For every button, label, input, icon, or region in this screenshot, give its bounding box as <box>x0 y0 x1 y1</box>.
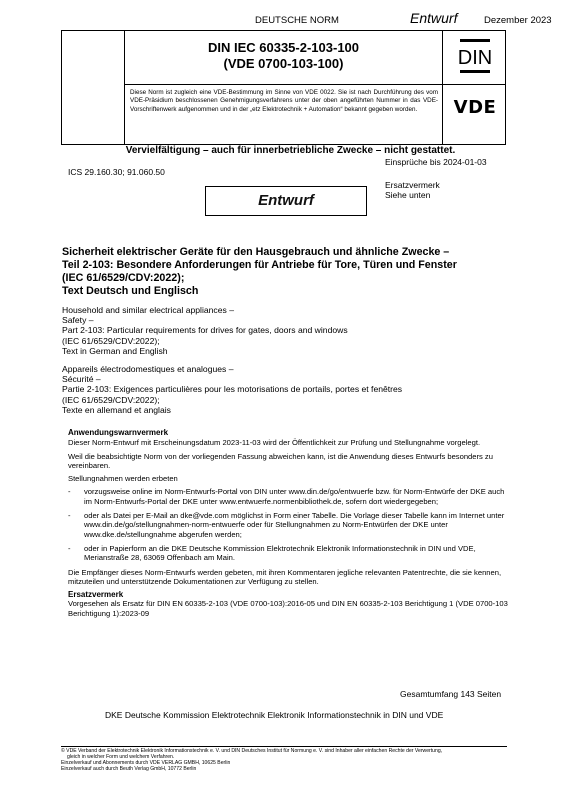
copyright-line: Einzelverkauf auch durch Beuth Verlag GmbH, 10772 Berlin <box>61 766 197 773</box>
reproduction-notice: Vervielfältigung – auch für innerbetriebliche Zwecke – nicht gestattet. <box>125 145 456 156</box>
title-german-line: (IEC 61/6529/CDV:2022); <box>62 272 185 284</box>
warning-paragraph: Die Empfänger dieses Norm-Entwurfs werden gebeten, mit ihren Kommentaren jegliche relevanten Patentrechte, die sie kennen, mitzuteilen und unterstützende Dokumentationen zur Verfügung zu stellen. <box>68 567 502 586</box>
application-warning <box>68 428 513 622</box>
vde-number: (VDE 0700-103-100) <box>223 56 344 71</box>
copyright-line: Einzelverkauf und Abonnements durch VDE VERLAG GMBH, 10625 Berlin <box>61 760 231 767</box>
ics-code: ICS 29.160.30; 91.060.50 <box>68 167 165 177</box>
ersatz-text: Vorgesehen als Ersatz für DIN EN 60335-2-103 (VDE 0700-103):2016-05 und DIN EN 60335-2-103 Berichtigung 1 (VDE 0700-103 Berichtigung 1):2023-09 <box>68 599 508 618</box>
objection-deadline: Einsprüche bis 2024-01-03 <box>385 157 487 167</box>
title-box-divider-right <box>442 31 443 144</box>
list-dash: - <box>68 487 71 497</box>
title-french-line: Texte en allemand et anglais <box>62 404 171 415</box>
warning-paragraph: Weil die beabsichtigte Norm von der vorliegenden Fassung abweichen kann, ist die Anwendung dieses Entwurfs besonders zu vereinbaren. <box>68 451 493 470</box>
footer-divider <box>61 746 507 747</box>
title-german-line: Text Deutsch und Englisch <box>62 285 199 297</box>
title-box-divider-horizontal <box>124 84 506 85</box>
title-english <box>62 305 517 356</box>
title-german-line: Teil 2-103: Besondere Anforderungen für Antriebe für Tore, Türen und Fenster <box>62 259 457 271</box>
title-english-line: Part 2-103: Particular requirements for drives for gates, doors and windows <box>62 325 348 336</box>
draft-stamp: Entwurf <box>205 186 367 216</box>
copyright-line: © VDE Verband der Elektrotechnik Elektronik Informationstechnik e. V. und DIN Deutsches Institut für Normung e. V. sind Inhaber aller einfachen Rechte der Verwertung, <box>61 748 443 754</box>
list-item <box>68 511 513 539</box>
warning-heading: Anwendungswarnvermerk <box>68 428 169 437</box>
ersatzvermerk-label: Ersatzvermerk <box>385 180 440 190</box>
list-item-text: vorzugsweise online im Norm-Entwurfs-Portal von DIN unter www.din.de/go/entwuerfe bzw. für Norm-Entwürfe der DKE auch im Norm-Entwurfs-Portal der DKE unter www.entwuerfe.normenbibliothek.de, sofern dort wiedergegeben; <box>84 487 505 506</box>
title-english-line: (IEC 61/6529/CDV:2022); <box>62 335 160 346</box>
title-english-line: Text in German and English <box>62 345 168 356</box>
list-dash: - <box>68 543 71 553</box>
header-date: Dezember 2023 <box>484 15 552 26</box>
header-entwurf-label: Entwurf <box>410 10 458 26</box>
title-german-line: Sicherheit elektrischer Geräte für den Hausgebrauch und ähnliche Zwecke – <box>62 246 450 258</box>
title-french <box>62 364 517 415</box>
total-pages: Gesamtumfang 143 Seiten <box>400 689 502 699</box>
document-number: DIN IEC 60335-2-103-100 <box>207 40 360 55</box>
warning-paragraph: Dieser Norm-Entwurf mit Erscheinungsdatum 2023-11-03 wird der Öffentlichkeit zur Prüfung und Stellungnahme vorgelegt. <box>68 438 481 448</box>
warning-paragraph: Stellungnahmen werden erbeten <box>68 474 178 484</box>
copyright-notice <box>61 748 511 772</box>
din-logo-text: DIN <box>457 47 493 69</box>
list-item-text: oder in Papierform an die DKE Deutsche Kommission Elektrotechnik Elektronik Informationstechnik in DIN und VDE, Merianstraße 28, 63069 Offenbach am Main. <box>84 543 476 563</box>
list-item-text: oder als Datei per E-Mail an dke@vde.com möglichst in Form einer Tabelle. Die Vorlage dieser Tabelle kann im Internet unter www.din.de/go/stellungnahmen-norm-entwuerfe oder für Stellungnahmen zu Norm-Entwürfen der DKE unter www.dke.de/stellungnahme abgerufen werden; <box>84 511 505 539</box>
title-german <box>62 246 517 298</box>
din-logo-icon <box>457 39 493 73</box>
title-french-line: (IEC 61/6529/CDV:2022); <box>62 394 160 405</box>
ersatz-heading: Ersatzvermerk <box>68 590 124 600</box>
title-box <box>61 30 506 145</box>
ersatzvermerk-value: Siehe unten <box>385 190 431 200</box>
list-item <box>68 544 513 563</box>
footer-dke: DKE Deutsche Kommission Elektrotechnik Elektronik Informationstechnik in DIN und VDE <box>105 710 444 720</box>
header-norm-label: DEUTSCHE NORM <box>255 15 339 26</box>
list-dash: - <box>68 511 71 521</box>
title-french-line: Appareils électrodomestiques et analogues – <box>62 364 234 374</box>
vde-notice: Diese Norm ist zugleich eine VDE-Bestimmung im Sinne von VDE 0022. Sie ist nach Durchführung des vom VDE-Präsidium beschlossenen Genehmigungsverfahrens unter der oben angeführten Nummer in das VDE-Vorschriftenwerk aufgenommen und in der „etz Elektrotechnik + Automation“ bekannt gegeben worden. <box>130 89 438 113</box>
copyright-line: gleich in welcher Form und welchem Verfahren. <box>67 754 175 761</box>
title-english-line: Household and similar electrical appliances – <box>62 305 234 315</box>
title-french-line: Partie 2-103: Exigences particulières pour les motorisations de portails, portes et fenêtres <box>62 384 403 395</box>
vde-logo-icon: VDE <box>453 97 497 118</box>
list-item <box>68 487 513 506</box>
title-english-line: Safety – <box>62 315 94 326</box>
title-french-line: Sécurité – <box>62 374 101 385</box>
